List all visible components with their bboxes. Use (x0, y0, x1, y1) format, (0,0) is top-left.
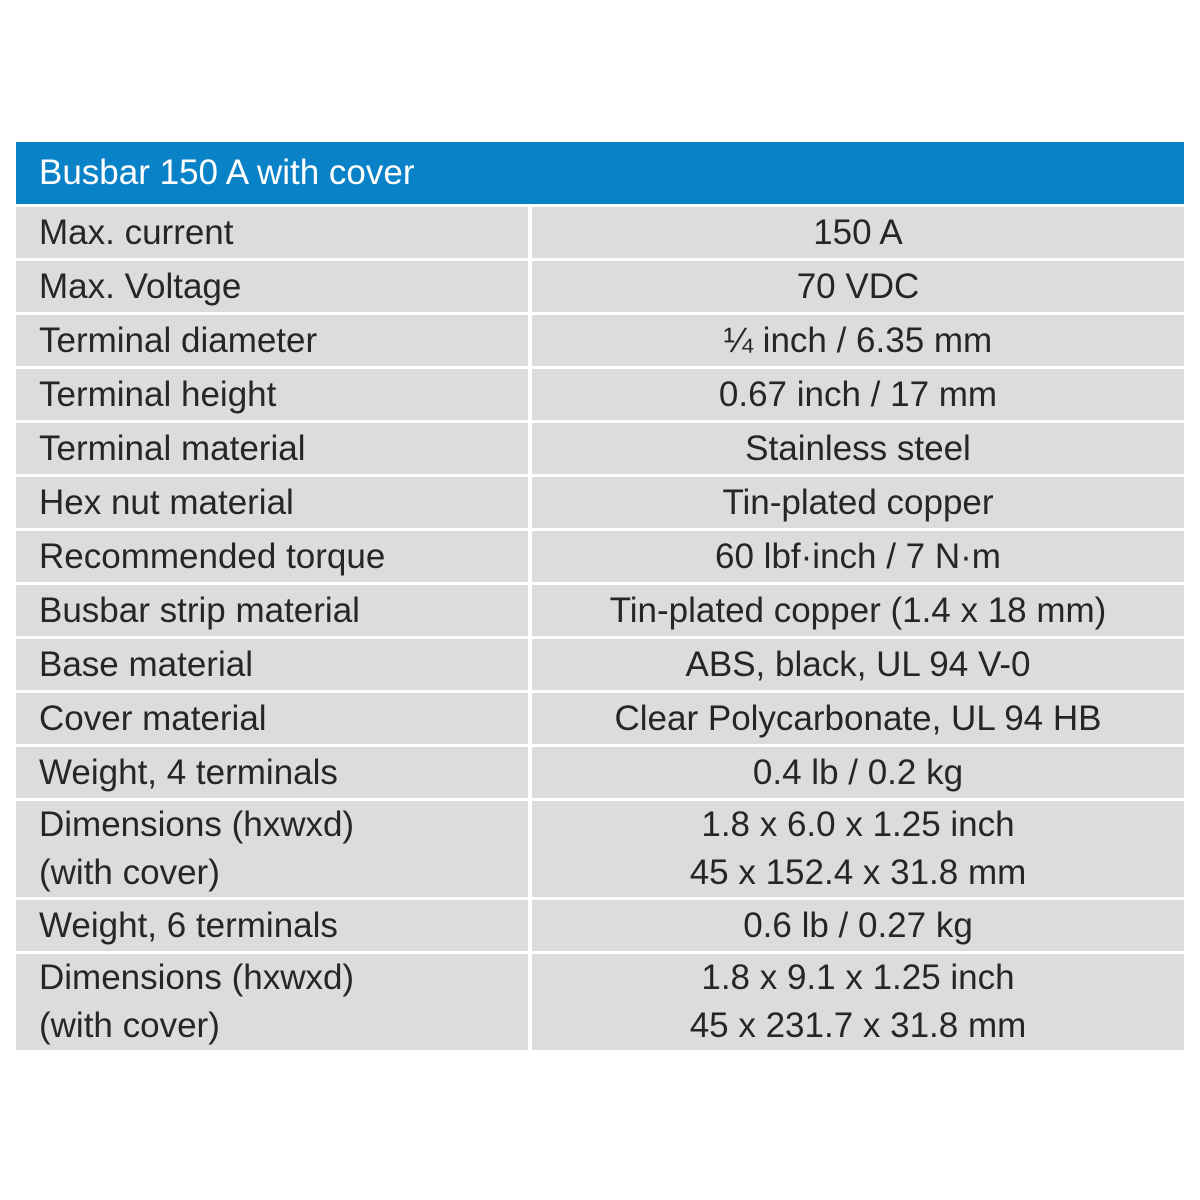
spec-value-text: 1.8 x 6.0 x 1.25 inch (701, 805, 1015, 844)
spec-row-dimensions-4-terminals (16, 801, 1184, 897)
spec-label-text: Busbar strip material (39, 590, 360, 630)
spec-row-weight-4-terminals (16, 747, 1184, 798)
spec-label (16, 585, 528, 636)
spec-label (16, 261, 528, 312)
spec-label (16, 639, 528, 690)
spec-value (532, 747, 1184, 798)
spec-table (16, 142, 1184, 1050)
spec-value-text: 60 lbf·inch / 7 N·m (715, 536, 1001, 576)
spec-value (532, 261, 1184, 312)
spec-label (16, 207, 528, 258)
spec-value (532, 315, 1184, 366)
spec-label-text: Hex nut material (39, 482, 294, 522)
spec-label (16, 531, 528, 582)
spec-value-text: 150 A (813, 212, 903, 252)
spec-value-text: Clear Polycarbonate, UL 94 HB (614, 698, 1102, 738)
spec-label-text: Max. Voltage (39, 266, 242, 306)
spec-value-text: 0.4 lb / 0.2 kg (752, 752, 964, 792)
spec-value (532, 369, 1184, 420)
spec-value-text: Tin-plated copper (1.4 x 18 mm) (609, 590, 1107, 630)
spec-value (532, 900, 1184, 951)
spec-label (16, 801, 528, 897)
spec-label-text: Dimensions (hxwxd) (39, 805, 355, 844)
spec-label-text: Cover material (39, 698, 267, 738)
spec-row-recommended-torque (16, 531, 1184, 582)
spec-label-text: Base material (39, 644, 253, 684)
spec-label (16, 369, 528, 420)
spec-value-text: ¼ inch / 6.35 mm (723, 320, 993, 360)
spec-row-terminal-material (16, 423, 1184, 474)
spec-value-text: 45 x 152.4 x 31.8 mm (689, 853, 1027, 892)
spec-label-text: Recommended torque (39, 536, 386, 576)
spec-value-text: 70 VDC (796, 266, 920, 306)
spec-value (532, 423, 1184, 474)
spec-label-text: Terminal height (39, 374, 277, 414)
spec-row-max-voltage (16, 261, 1184, 312)
spec-value (532, 531, 1184, 582)
spec-row-cover-material (16, 693, 1184, 744)
spec-label-text: Terminal diameter (39, 320, 318, 360)
spec-value (532, 954, 1184, 1050)
spec-label-text: Dimensions (hxwxd) (39, 958, 355, 997)
spec-label-text: Weight, 6 terminals (39, 905, 338, 945)
spec-label (16, 423, 528, 474)
spec-value-text: 45 x 231.7 x 31.8 mm (689, 1006, 1027, 1045)
spec-value (532, 639, 1184, 690)
spec-label (16, 693, 528, 744)
spec-row-terminal-height (16, 369, 1184, 420)
table-title: Busbar 150 A with cover (16, 142, 1184, 204)
spec-label (16, 477, 528, 528)
spec-value (532, 585, 1184, 636)
spec-label (16, 954, 528, 1050)
spec-label (16, 900, 528, 951)
spec-value-text: 0.6 lb / 0.27 kg (743, 905, 973, 945)
spec-value (532, 801, 1184, 897)
spec-value-text: 0.67 inch / 17 mm (718, 374, 998, 414)
spec-row-weight-6-terminals (16, 900, 1184, 951)
spec-label (16, 315, 528, 366)
spec-row-base-material (16, 639, 1184, 690)
spec-row-busbar-strip-material (16, 585, 1184, 636)
spec-row-dimensions-6-terminals (16, 954, 1184, 1050)
spec-value-text: Stainless steel (745, 428, 971, 468)
spec-value (532, 477, 1184, 528)
spec-value-text: 1.8 x 9.1 x 1.25 inch (701, 958, 1015, 997)
spec-label-text: Max. current (39, 212, 234, 252)
spec-value (532, 693, 1184, 744)
spec-row-hex-nut-material (16, 477, 1184, 528)
spec-label-text: (with cover) (39, 853, 220, 892)
spec-value-text: ABS, black, UL 94 V-0 (685, 644, 1031, 684)
spec-value (532, 207, 1184, 258)
spec-row-terminal-diameter (16, 315, 1184, 366)
spec-label-text: (with cover) (39, 1006, 220, 1045)
spec-label (16, 747, 528, 798)
spec-value-text: Tin-plated copper (722, 482, 994, 522)
spec-label-text: Terminal material (39, 428, 306, 468)
spec-label-text: Weight, 4 terminals (39, 752, 338, 792)
spec-row-max-current (16, 207, 1184, 258)
